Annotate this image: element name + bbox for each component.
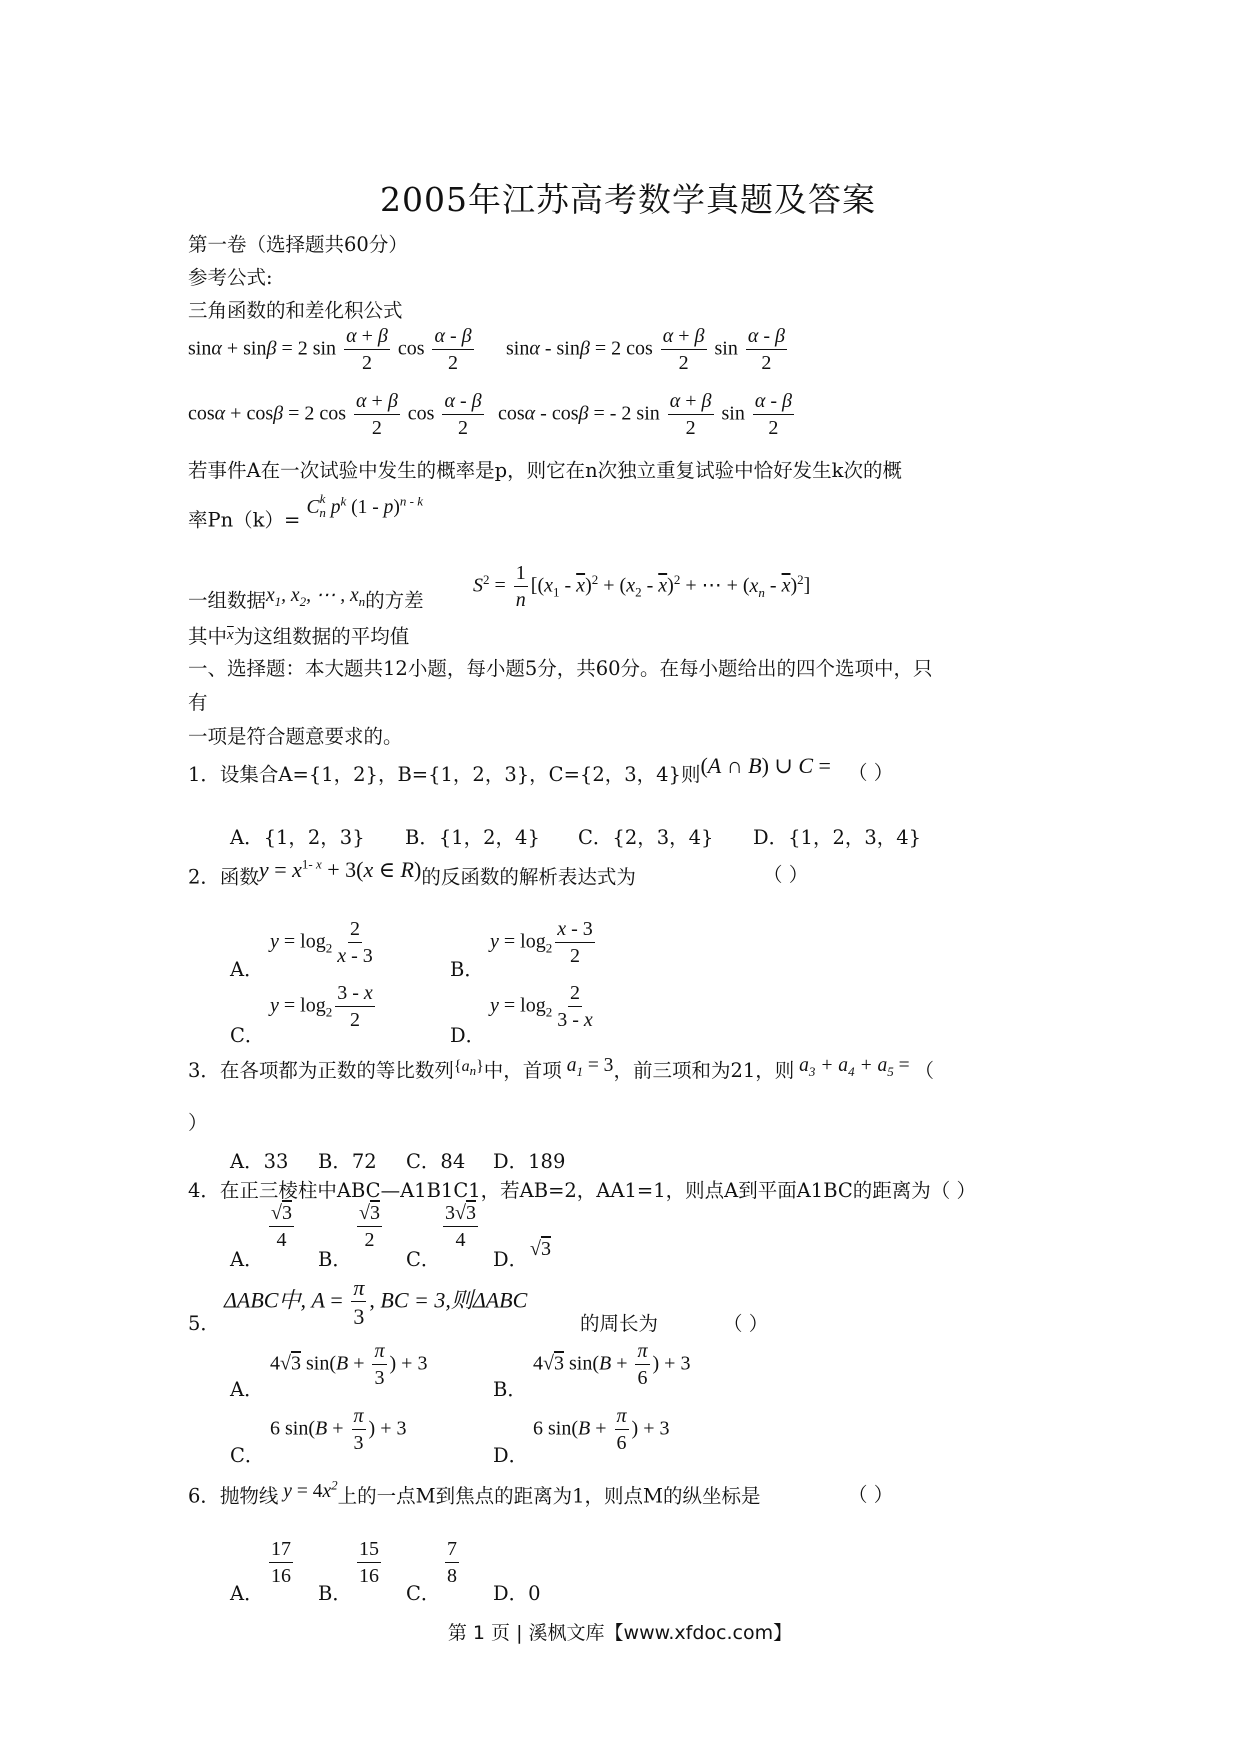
question-3-option-a: A．33: [230, 1150, 289, 1173]
part-heading: 第一卷（选择题共60分）: [188, 233, 408, 256]
data-set-symbol: $x_1$, $x_2$, ⋯ , $x_n$: [266, 585, 366, 609]
question-6-label-b: B．: [318, 1582, 352, 1605]
page-footer: 第 1 页 | 溪枫文库【www.xfdoc.com】: [447, 1622, 793, 1644]
question-1-text: 1．设集合A={1，2}，B={1，2，3}，C={2，3，4}则: [188, 763, 701, 786]
question-4-option-a: $\frac{√3}{4}$: [271, 1202, 292, 1251]
question-2-function: $y = x^{1- x} + 3(x$ ∈ R): [258, 857, 422, 883]
question-1: [188, 753, 894, 786]
question-6-label-a: A．: [230, 1582, 264, 1605]
question-5-label-d: D．: [493, 1444, 529, 1467]
question-3-mid1: 中，首项: [483, 1059, 562, 1082]
question-5-paren: （ ）: [723, 1312, 769, 1335]
question-5-option-c: 6 sin(B + $\frac{\pi}{3}$ ) + 3: [270, 1405, 407, 1454]
question-4-option-b: $\frac{√3}{2}$: [359, 1202, 380, 1251]
formula-sin-diff: sinα - sinβ = 2 cos $\frac{\alpha + \beta}{2}$ sin $\frac{\alpha - \beta}{2}$: [506, 325, 785, 374]
question-5-triangle: ΔABC中,: [224, 1287, 306, 1313]
question-5-label-b: B．: [493, 1378, 527, 1401]
first-term: $a_1 = 3$: [561, 1055, 614, 1079]
question-2-prefix: 2．函数: [188, 865, 259, 889]
question-4-label-a: A．: [230, 1248, 264, 1271]
variance-formula: $S^2$ = $\frac{1}{n}$ [$(x_1 - \overline{x})^2 + (x_2 - \overline{x})^2$ + ⋯ + $(x_n - \overline{x})^2$]: [473, 562, 811, 611]
question-4-label-d: D．: [493, 1248, 529, 1271]
question-6-option-c: $\frac{7}{8}$: [447, 1538, 457, 1587]
question-5-option-b: 4√3 sin(B + $\frac{\pi}{6}$ ) + 3: [533, 1340, 691, 1389]
question-1-option-b: B．{1，2，4}: [405, 826, 540, 849]
variance-prefix: 一组数据: [188, 589, 267, 612]
question-3-option-d: D．189: [493, 1150, 566, 1173]
question-5-label-c: C．: [230, 1444, 265, 1467]
formula-sin-sum: sinα + sinβ = 2 sin $\frac{\alpha + \beta}{2}$ cos $\frac{\alpha - \beta}{2}$: [188, 325, 472, 374]
question-1-expression: (A ∩ B) ∪ C =: [700, 753, 831, 778]
question-1-option-a: A．{1，2，3}: [230, 826, 365, 849]
question-1-option-d: D．{1，2，3，4}: [753, 826, 922, 849]
section-heading-3: 一项是符合题意要求的。: [188, 725, 403, 748]
question-3-mid2: ，前三项和为21，则: [613, 1059, 795, 1082]
question-2: [188, 857, 809, 889]
question-6-prefix: 6．抛物线: [188, 1484, 279, 1508]
question-6-option-a: $\frac{17}{16}$: [271, 1538, 291, 1587]
mean-suffix: 为这组数据的平均值: [233, 625, 410, 648]
question-5-suffix: 的周长为: [580, 1312, 659, 1335]
question-2-label-a: A．: [230, 958, 264, 981]
question-5-condition: ΔABC中, A = $\frac{\pi}{3}$ , BC = 3,则ΔABC: [224, 1275, 528, 1330]
question-1-paren: （ ）: [848, 761, 894, 784]
question-5-option-d: 6 sin(B + $\frac{\pi}{6}$ ) + 3: [533, 1405, 670, 1454]
formula-cos-diff: cosα - cosβ = - 2 sin $\frac{\alpha + \beta}{2}$ sin $\frac{\alpha - \beta}{2}$: [498, 390, 792, 439]
question-2-option-b: $y = \log_2$ $\frac{x - 3}{2}$: [490, 918, 593, 967]
question-2-option-a: $y = \log_2$ $\frac{2}{x - 3}$: [270, 918, 373, 967]
question-5-label-a: A．: [230, 1378, 264, 1401]
mean-symbol: x: [227, 627, 234, 643]
question-2-suffix: 的反函数的解析表达式为: [421, 865, 636, 889]
question-3-paren-close: ）: [188, 1111, 208, 1134]
probability-text-2: [188, 491, 423, 535]
section-heading-1: 一、选择题：本大题共12小题，每小题5分，共60分。在每小题给出的四个选项中，只: [188, 657, 933, 680]
question-5-number: 5．: [188, 1312, 220, 1335]
question-2-option-d: $y = \log_2$ $\frac{2}{3 - x}$: [490, 982, 593, 1031]
question-4-option-c: $\frac{3√3}{4}$: [445, 1202, 476, 1251]
sum-expression: $a_3 + a_4 + a_5$ =: [794, 1055, 910, 1079]
question-4-label-b: B．: [318, 1248, 352, 1271]
question-2-option-c: $y = \log_2$ $\frac{3 - x}{2}$: [270, 982, 373, 1031]
parabola-equation: $y = 4x^2$: [278, 1477, 338, 1502]
binomial-formula: $C^k_n$ $p^k$ (1 - p)$^{n - k}$: [306, 491, 423, 521]
question-3-option-c: C．84: [406, 1150, 466, 1173]
probability-label: 率Pn（k）=: [188, 508, 301, 532]
question-6-paren: （ ）: [848, 1483, 894, 1506]
question-1-option-c: C．{2，3，4}: [578, 826, 714, 849]
sequence-symbol: {an}: [453, 1058, 484, 1079]
question-2-paren: （ ）: [763, 863, 809, 886]
question-2-label-b: B．: [450, 958, 484, 981]
question-6-suffix: 上的一点M到焦点的距离为1，则点M的纵坐标是: [337, 1484, 761, 1508]
page-title: 2005年江苏高考数学真题及答案: [380, 180, 876, 219]
question-3-paren-open: （: [914, 1059, 934, 1082]
question-6-option-d: D．0: [493, 1582, 541, 1605]
question-3-option-b: B．72: [318, 1150, 377, 1173]
trig-formula-title: 三角函数的和差化积公式: [188, 299, 403, 322]
variance-suffix: 的方差: [365, 589, 424, 612]
question-6-option-b: $\frac{15}{16}$: [359, 1538, 379, 1587]
formula-cos-sum: cosα + cosβ = 2 cos $\frac{\alpha + \beta}{2}$ cos $\frac{\alpha - \beta}{2}$: [188, 390, 482, 439]
question-3: [188, 1055, 934, 1085]
ref-formula-label: 参考公式:: [188, 266, 273, 289]
question-3-prefix: 3．在各项都为正数的等比数列: [188, 1059, 454, 1082]
question-6-label-c: C．: [406, 1582, 441, 1605]
variance-text: [188, 585, 424, 615]
question-2-label-d: D．: [450, 1024, 486, 1047]
section-heading-2: 有: [188, 691, 208, 714]
question-4-option-d: √3: [530, 1238, 551, 1260]
document-page: [188, 0, 1068, 1754]
question-6: [188, 1477, 894, 1508]
probability-text-1: 若事件A在一次试验中发生的概率是p，则它在n次独立重复试验中恰好发生k次的概: [188, 459, 902, 482]
question-5-cond: BC = 3,则ΔABC: [380, 1287, 528, 1313]
mean-text: [188, 626, 409, 648]
mean-prefix: 其中: [188, 625, 228, 648]
question-2-label-c: C．: [230, 1024, 265, 1047]
question-4-label-c: C．: [406, 1248, 441, 1271]
question-5-option-a: 4√3 sin(B + $\frac{\pi}{3}$ ) + 3: [270, 1340, 428, 1389]
question-4-text: 4．在正三棱柱中ABC—A1B1C1，若AB=2，AA1=1，则点A到平面A1BC的距离为（ ）: [188, 1179, 977, 1202]
